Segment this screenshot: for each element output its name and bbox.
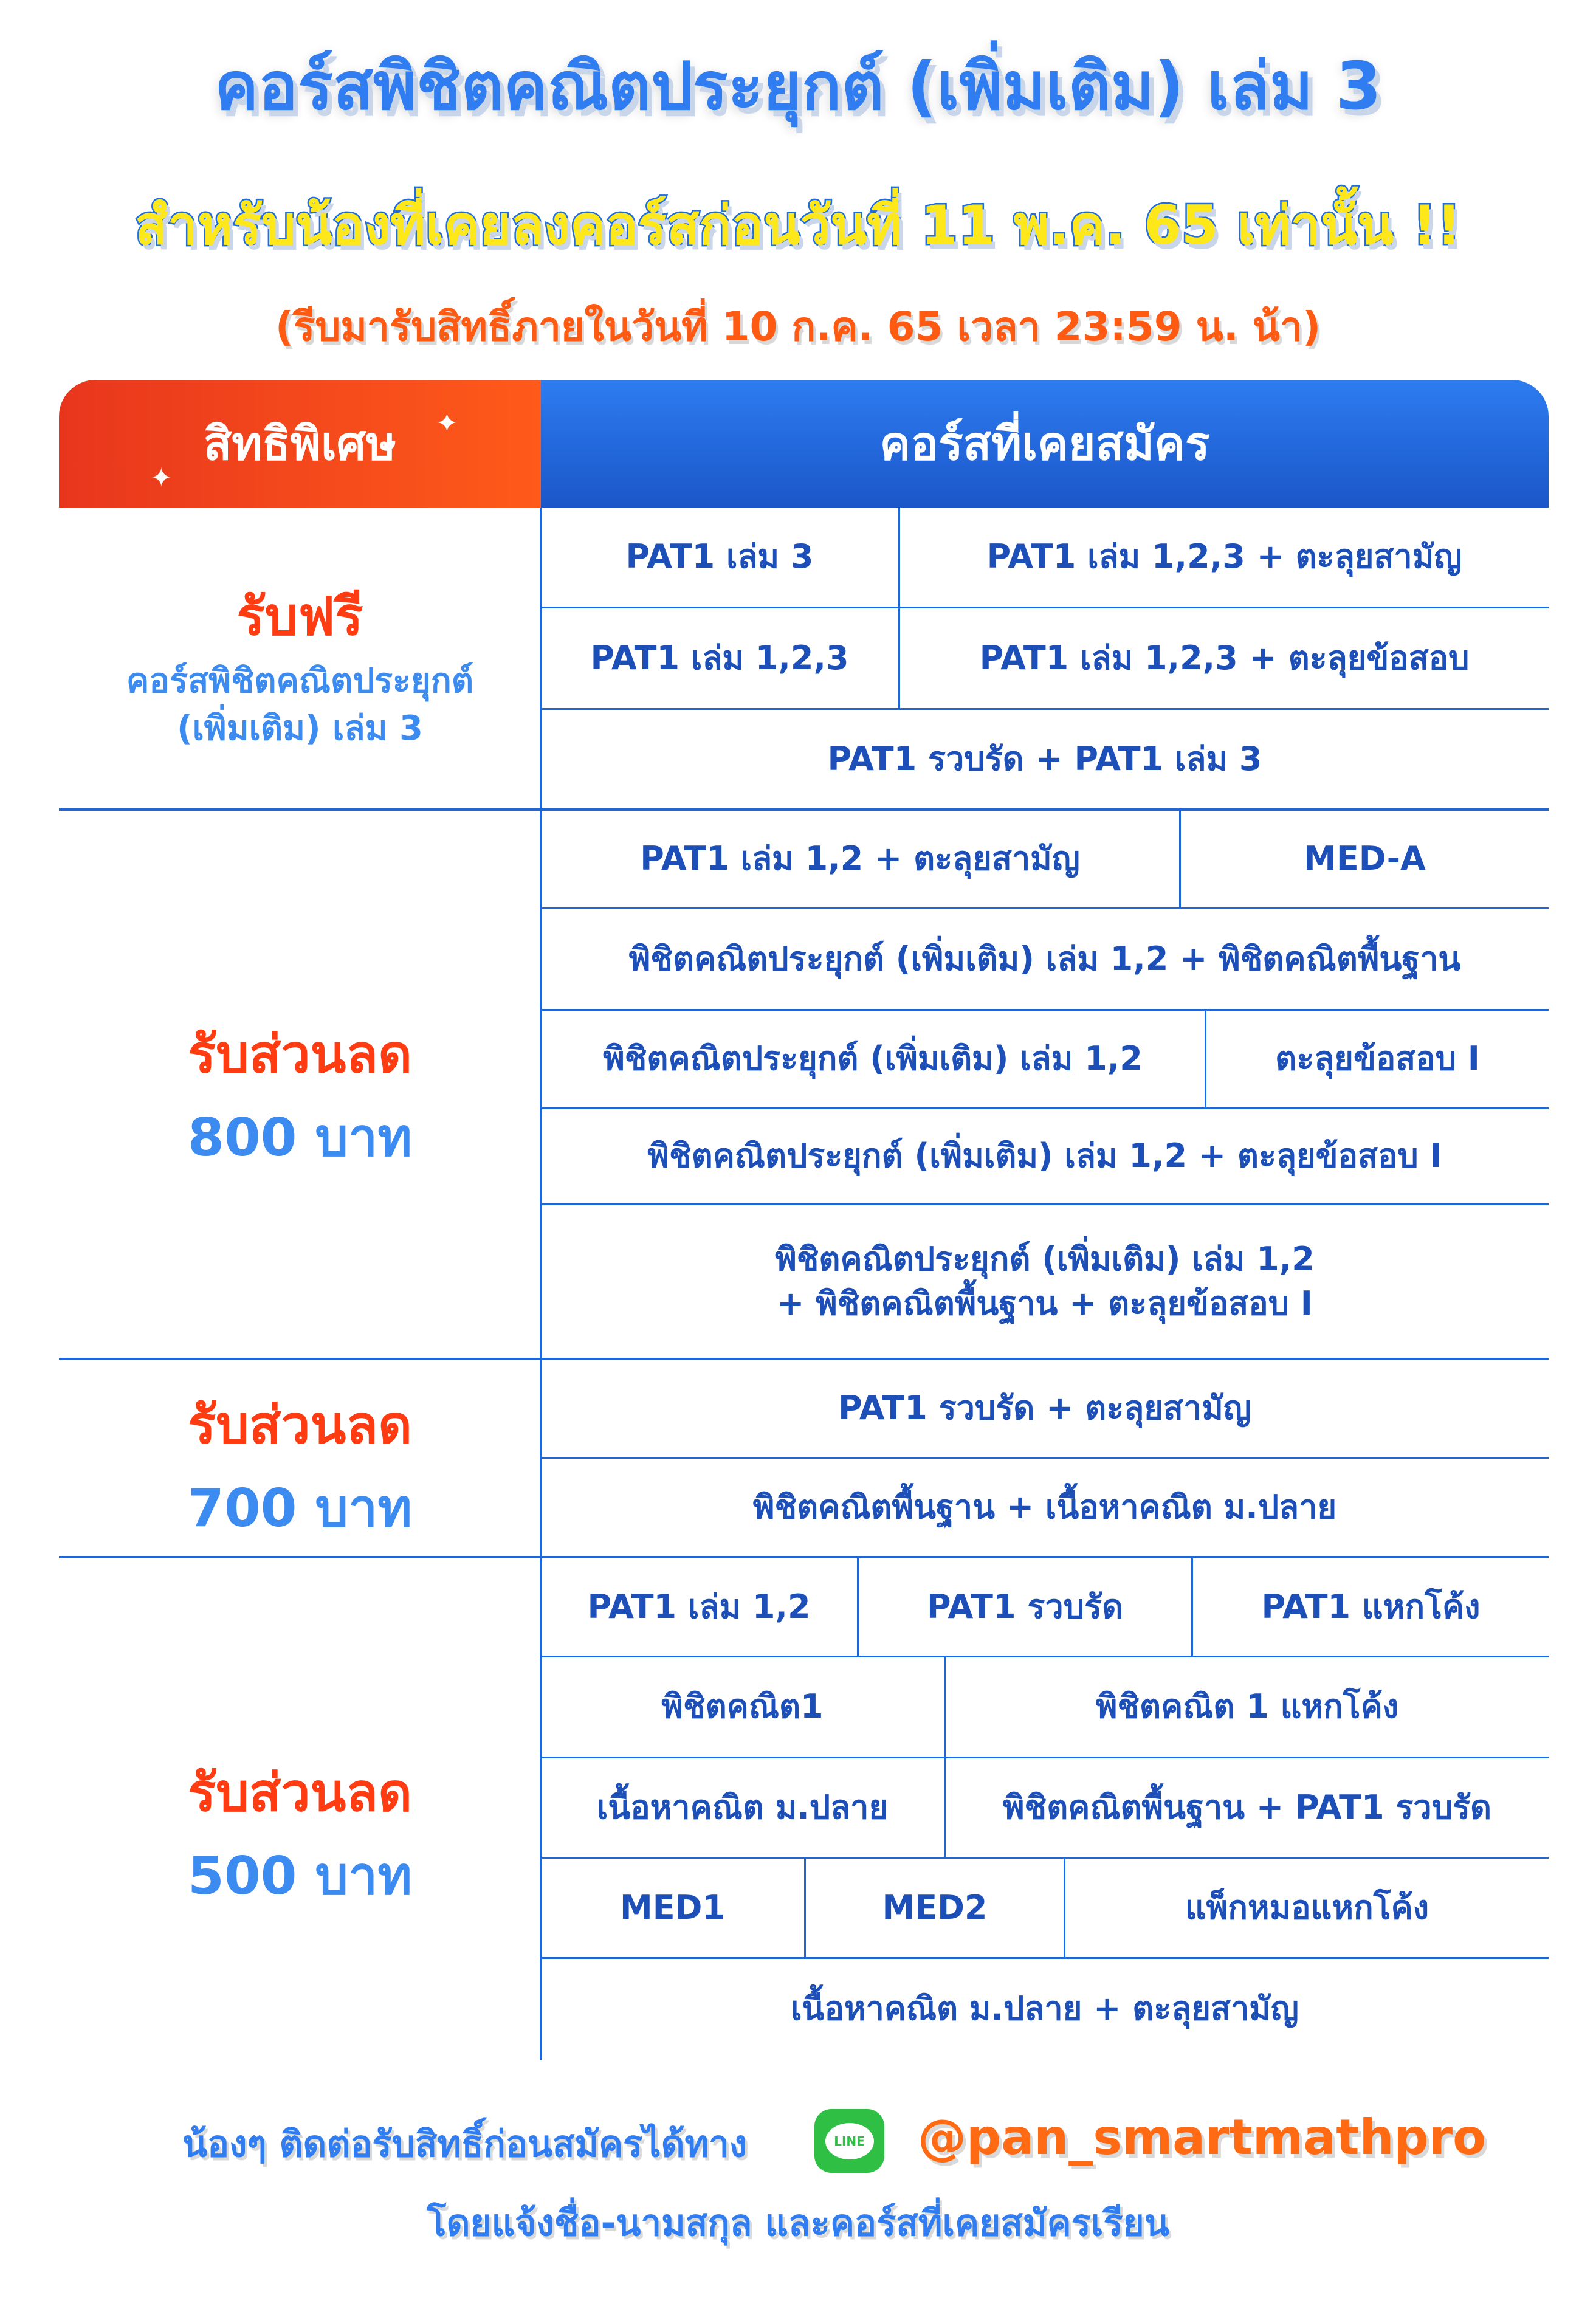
course-cell: เนื้อหาคณิต ม.ปลาย + ตะลุยสามัญ <box>791 1989 1299 2028</box>
course-cell: MED1 <box>619 1888 726 1927</box>
course-cell: พิชิตคณิตประยุกต์ (เพิ่มเติม) เล่ม 1,2 + พิชิตคณิตพื้นฐาน <box>628 939 1461 978</box>
privilege-label: รับส่วนลด <box>188 1395 412 1456</box>
column-header-privilege-label: สิทธิพิเศษ <box>203 416 397 470</box>
course-line: พิชิตคณิตประยุกต์ (เพิ่มเติม) เล่ม 1,2 <box>775 1239 1315 1278</box>
course-line: + พิชิตคณิตพื้นฐาน + ตะลุยข้อสอบ I <box>777 1284 1313 1323</box>
course-cell: พิชิตคณิตประยุกต์ (เพิ่มเติม) เล่ม 1,2 + ตะลุยข้อสอบ I <box>647 1137 1442 1175</box>
privilege-discount-700 <box>59 1383 541 1549</box>
course-cell: ตะลุยข้อสอบ I <box>1275 1039 1480 1078</box>
contact-text: น้องๆ ติดต่อรับสิทธิ์ก่อนสมัครได้ทาง <box>182 2123 748 2166</box>
discount-amount: 800 บาท <box>187 1107 413 1168</box>
line-handle-link[interactable]: @pan_smartmathpro <box>918 2109 1487 2166</box>
page-title: คอร์สพิชิตคณิตประยุกต์ (เพิ่มเติม) เล่ม 3 <box>214 49 1382 125</box>
course-cell: พิชิตคณิตพื้นฐาน + เนื้อหาคณิต ม.ปลาย <box>752 1487 1337 1526</box>
course-cell: PAT1 เล่ม 1,2,3 + ตะลุยข้อสอบ <box>979 638 1470 677</box>
course-cell: PAT1 เล่ม 1,2 <box>587 1587 811 1626</box>
privilege-course-volume: (เพิ่มเติม) เล่ม 3 <box>177 709 423 749</box>
privilege-discount-800 <box>59 1012 541 1179</box>
privilege-free <box>59 574 541 753</box>
course-cell: PAT1 รวบรัด <box>926 1587 1124 1626</box>
course-cell: PAT1 แหกโค้ง <box>1261 1587 1481 1626</box>
course-cell: แพ็กหมอแหกโค้ง <box>1185 1888 1429 1927</box>
line-app-icon[interactable] <box>814 2109 884 2173</box>
eligibility-subtitle: สำหรับน้องที่เคยลงคอร์สก่อนวันที่ 11 พ.ค. 65 เท่านั้น !! <box>134 194 1462 256</box>
column-header-privilege <box>59 380 541 508</box>
privilege-label: รับส่วนลด <box>188 1024 412 1085</box>
contact-note: โดยแจ้งชื่อ-นามสกุล และคอร์สที่เคยสมัครเรียน <box>427 2202 1169 2245</box>
course-cell: PAT1 เล่ม 1,2,3 + ตะลุยสามัญ <box>986 537 1462 576</box>
line-icon-label: LINE <box>825 2123 874 2159</box>
course-cell: PAT1 เล่ม 1,2 + ตะลุยสามัญ <box>640 839 1080 878</box>
course-cell: พิชิตคณิตประยุกต์ (เพิ่มเติม) เล่ม 1,2 <box>603 1039 1143 1078</box>
course-cell: PAT1 รวบรัด + PAT1 เล่ม 3 <box>827 739 1262 778</box>
sparkle-icon: ✦ <box>150 463 173 494</box>
discount-amount: 700 บาท <box>187 1478 413 1539</box>
discount-amount: 500 บาท <box>187 1846 413 1907</box>
course-cell: พิชิตคณิต1 <box>661 1687 824 1726</box>
course-cell: PAT1 รวบรัด + ตะลุยสามัญ <box>838 1389 1251 1428</box>
column-header-courses <box>541 380 1549 508</box>
privilege-label: รับฟรี <box>236 587 363 647</box>
deadline-note: (รีบมารับสิทธิ์ภายในวันที่ 10 ก.ค. 65 เวลา 23:59 น. น้า) <box>275 303 1321 350</box>
course-cell <box>541 1205 1549 1358</box>
course-cell: PAT1 เล่ม 3 <box>625 537 814 576</box>
course-cell: MED2 <box>882 1888 988 1927</box>
privilege-discount-500 <box>59 1750 541 1917</box>
course-cell: MED-A <box>1304 839 1426 878</box>
course-cell: พิชิตคณิตพื้นฐาน + PAT1 รวบรัด <box>1002 1788 1492 1826</box>
course-cell: เนื้อหาคณิต ม.ปลาย <box>596 1788 889 1826</box>
privilege-course: คอร์สพิชิตคณิตประยุกต์ <box>126 661 474 701</box>
privilege-label: รับส่วนลด <box>188 1763 412 1823</box>
course-cell: PAT1 เล่ม 1,2,3 <box>590 638 849 677</box>
course-cell: พิชิตคณิต 1 แหกโค้ง <box>1095 1687 1399 1726</box>
column-header-courses-label: คอร์สที่เคยสมัคร <box>879 416 1210 470</box>
sparkle-icon: ✦ <box>436 408 458 439</box>
